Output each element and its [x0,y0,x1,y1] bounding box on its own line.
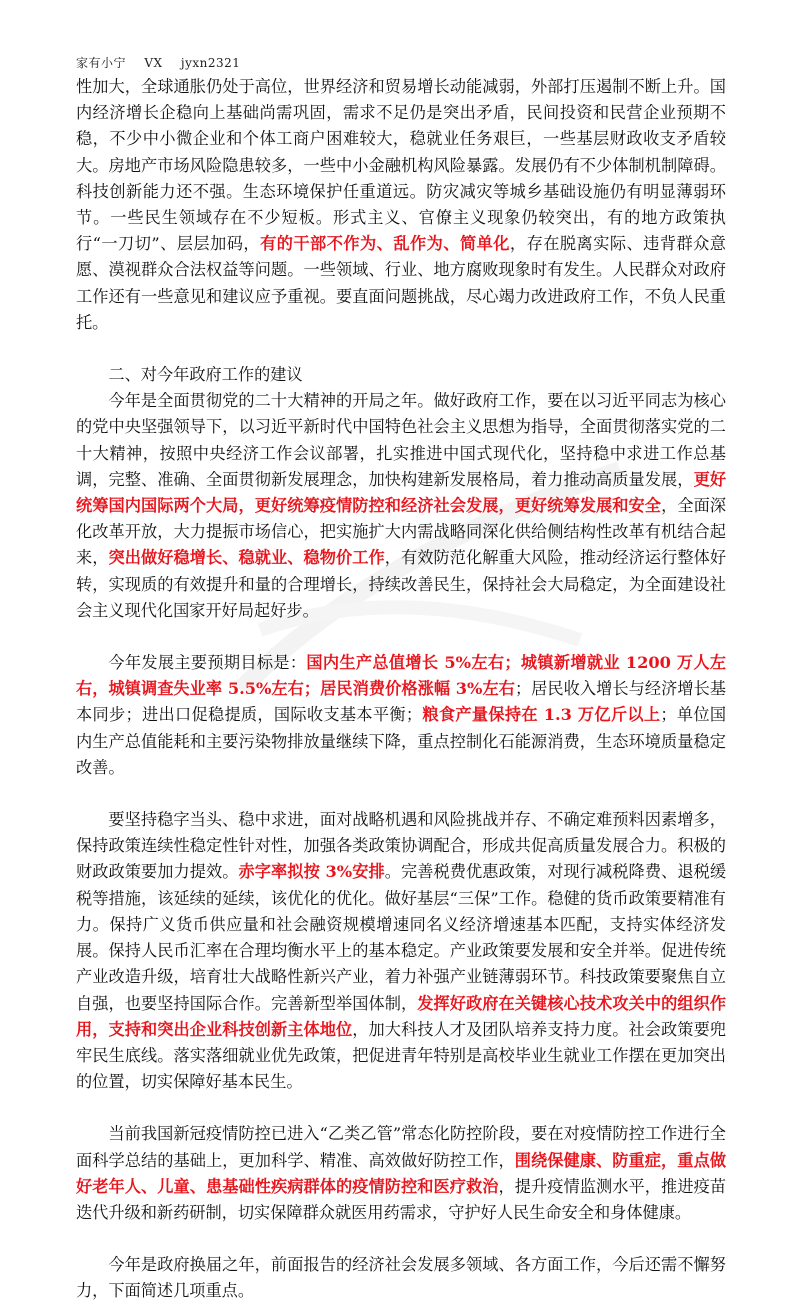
body-text: 今年是政府换届之年，前面报告的经济社会发展多领域、各方面工作，今后还需不懈努力，下面简述几项重点。 [76,1255,726,1301]
header-vx: VX [144,56,163,70]
paragraph-gap [76,624,726,650]
highlighted-text: 突出做好稳增长、稳就业、稳物价工作 [108,548,385,568]
paragraph-epidemic [76,1121,726,1226]
body-text: ，加大科技人才及团队培养支持力度。社会政策要兜牢民生底线。落实落细就业优先政策，把促进青年特别是高校毕业生就业工作摆在更加突出的位置，切实保障好基本民生。 [76,1019,727,1092]
paragraph-gap [76,1095,726,1121]
page-header [76,54,254,71]
body-text: 当前我国新冠疫情防控已进入“乙类乙管”常态化防控阶段，要在对疫情防控工作进行全面科学总结的基础上，更加科学、精准、高效做好防控工作， [76,1124,726,1170]
body-text: 。完善税费优惠政策，对现行减税降费、退税缓税等措施，该延续的延续，该优化的优化。做好基层“三保”工作。稳健的货币政策要精准有力。保持广义货币供应量和社会融资规模增速同名义经济增速基本匹配，支持实体经济发展。保持人民币汇率在合理均衡水平上的基本稳定。产业政策要发展和安全并举。促进传统产业改造升级，培育壮大战略性新兴产业，着力补强产业链薄弱环节。科技政策要聚焦自立自强，也要坚持国际合作。完善新型举国体制， [76,862,727,1013]
highlighted-text: 更好统筹国内国际两个大局，更好统筹疫情防控和经济社会发展，更好统筹发展和安全 [76,469,727,516]
highlighted-text: 赤字率拟按 3%安排 [238,862,385,882]
document-body [76,74,726,1305]
section-heading: 二、对今年政府工作的建议 [108,365,303,385]
body-text: ；单位国内生产总值能耗和主要污染物排放量继续下降，重点控制化石能源消费，生态环境质量稳定改善。 [76,705,727,777]
highlighted-text: 发挥好政府在关键核心技术攻关中的组织作用，支持和突出企业科技创新主体地位 [76,993,727,1039]
paragraph-gap [76,1226,726,1252]
paragraph-problems [76,74,726,336]
highlighted-text: 国内生产总值增长 5%左右；城镇新增就业 1200 万人左右，城镇调查失业率 5.5%左右；居民消费价格涨幅 3%左右 [76,653,727,699]
paragraph-overall-requirements [76,388,726,624]
body-text: ，存在脱离实际、违背群众意愿、漠视群众合法权益等问题。一些领域、行业、地方腐败现象时有发生。人民群众对政府工作还有一些意见和建议应予重视。要直面问题挑战，尽心竭力改进政府工作，不负人民重托。 [76,234,726,332]
paragraph-policies [76,807,726,1095]
body-text: ，提升疫情监测水平，推进疫苗迭代升级和新药研制，切实保障群众就医用药需求，守护好人民生命安全和身体健康。 [76,1176,727,1222]
body-text: 性加大，全球通胀仍处于高位，世界经济和贸易增长动能减弱，外部打压遏制不断上升。国内经济增长企稳向上基础尚需巩固，需求不足仍是突出矛盾，民间投资和民营企业预期不稳，不少中小微企业和个体工商户困难较大，稳就业任务艰巨，一些基层财政收支矛盾较大。房地产市场风险隐患较多，一些中小金融机构风险暴露。发展仍有不少体制机制障碍。科技创新能力还不强。生态环境保护任重道远。防灾减灾等城乡基础设施仍有明显薄弱环节。一些民生领域存在不少短板。形式主义、官僚主义现象仍较突出，有的地方政策执行“一刀切”、层层加码， [76,77,726,254]
header-name: 家有小宁 [76,56,127,70]
paragraph-gap [76,336,726,362]
highlighted-text: 有的干部不作为、乱作为、简单化 [260,234,510,254]
body-text: 要坚持稳字当头、稳中求进，面对战略机遇和风险挑战并存、不确定难预料因素增多，保持政策连续性稳定性针对性，加强各类政策协调配合，形成共促高质量发展合力。积极的财政政策要加力提效。 [76,810,726,882]
highlighted-text: 围绕保健康、防重症，重点做好老年人、儿童、患基础性疾病群体的疫情防控和医疗救治 [76,1150,727,1196]
header-account: jyxn2321 [180,56,241,70]
paragraph-targets [76,650,726,781]
paragraph-priorities [76,1252,726,1304]
body-text: 今年发展主要预期目标是： [108,653,307,673]
body-text: 今年是全面贯彻党的二十大精神的开局之年。做好政府工作，要在以习近平同志为核心的党中央坚强领导下，以习近平新时代中国特色社会主义思想为指导，全面贯彻落实党的二十大精神，按照中央经济工作会议部署，扎实推进中国式现代化，坚持稳中求进工作总基调，完整、准确、全面贯彻新发展理念，加快构建新发展格局，着力推动高质量发展， [76,391,726,489]
body-text: ；居民收入增长与经济增长基本同步；进出口促稳提质，国际收支基本平衡； [76,679,726,725]
body-text: ，全面深化改革开放，大力提振市场信心，把实施扩大内需战略同深化供给侧结构性改革有机结合起来， [76,496,727,568]
highlighted-text: 粮食产量保持在 1.3 万亿斤以上 [422,705,661,725]
body-text: ，有效防范化解重大风险，推动经济运行整体好转，实现质的有效提升和量的合理增长，持续改善民生，保持社会大局稳定，为全面建设社会主义现代化国家开好局起好步。 [76,548,727,620]
paragraph-gap [76,781,726,807]
